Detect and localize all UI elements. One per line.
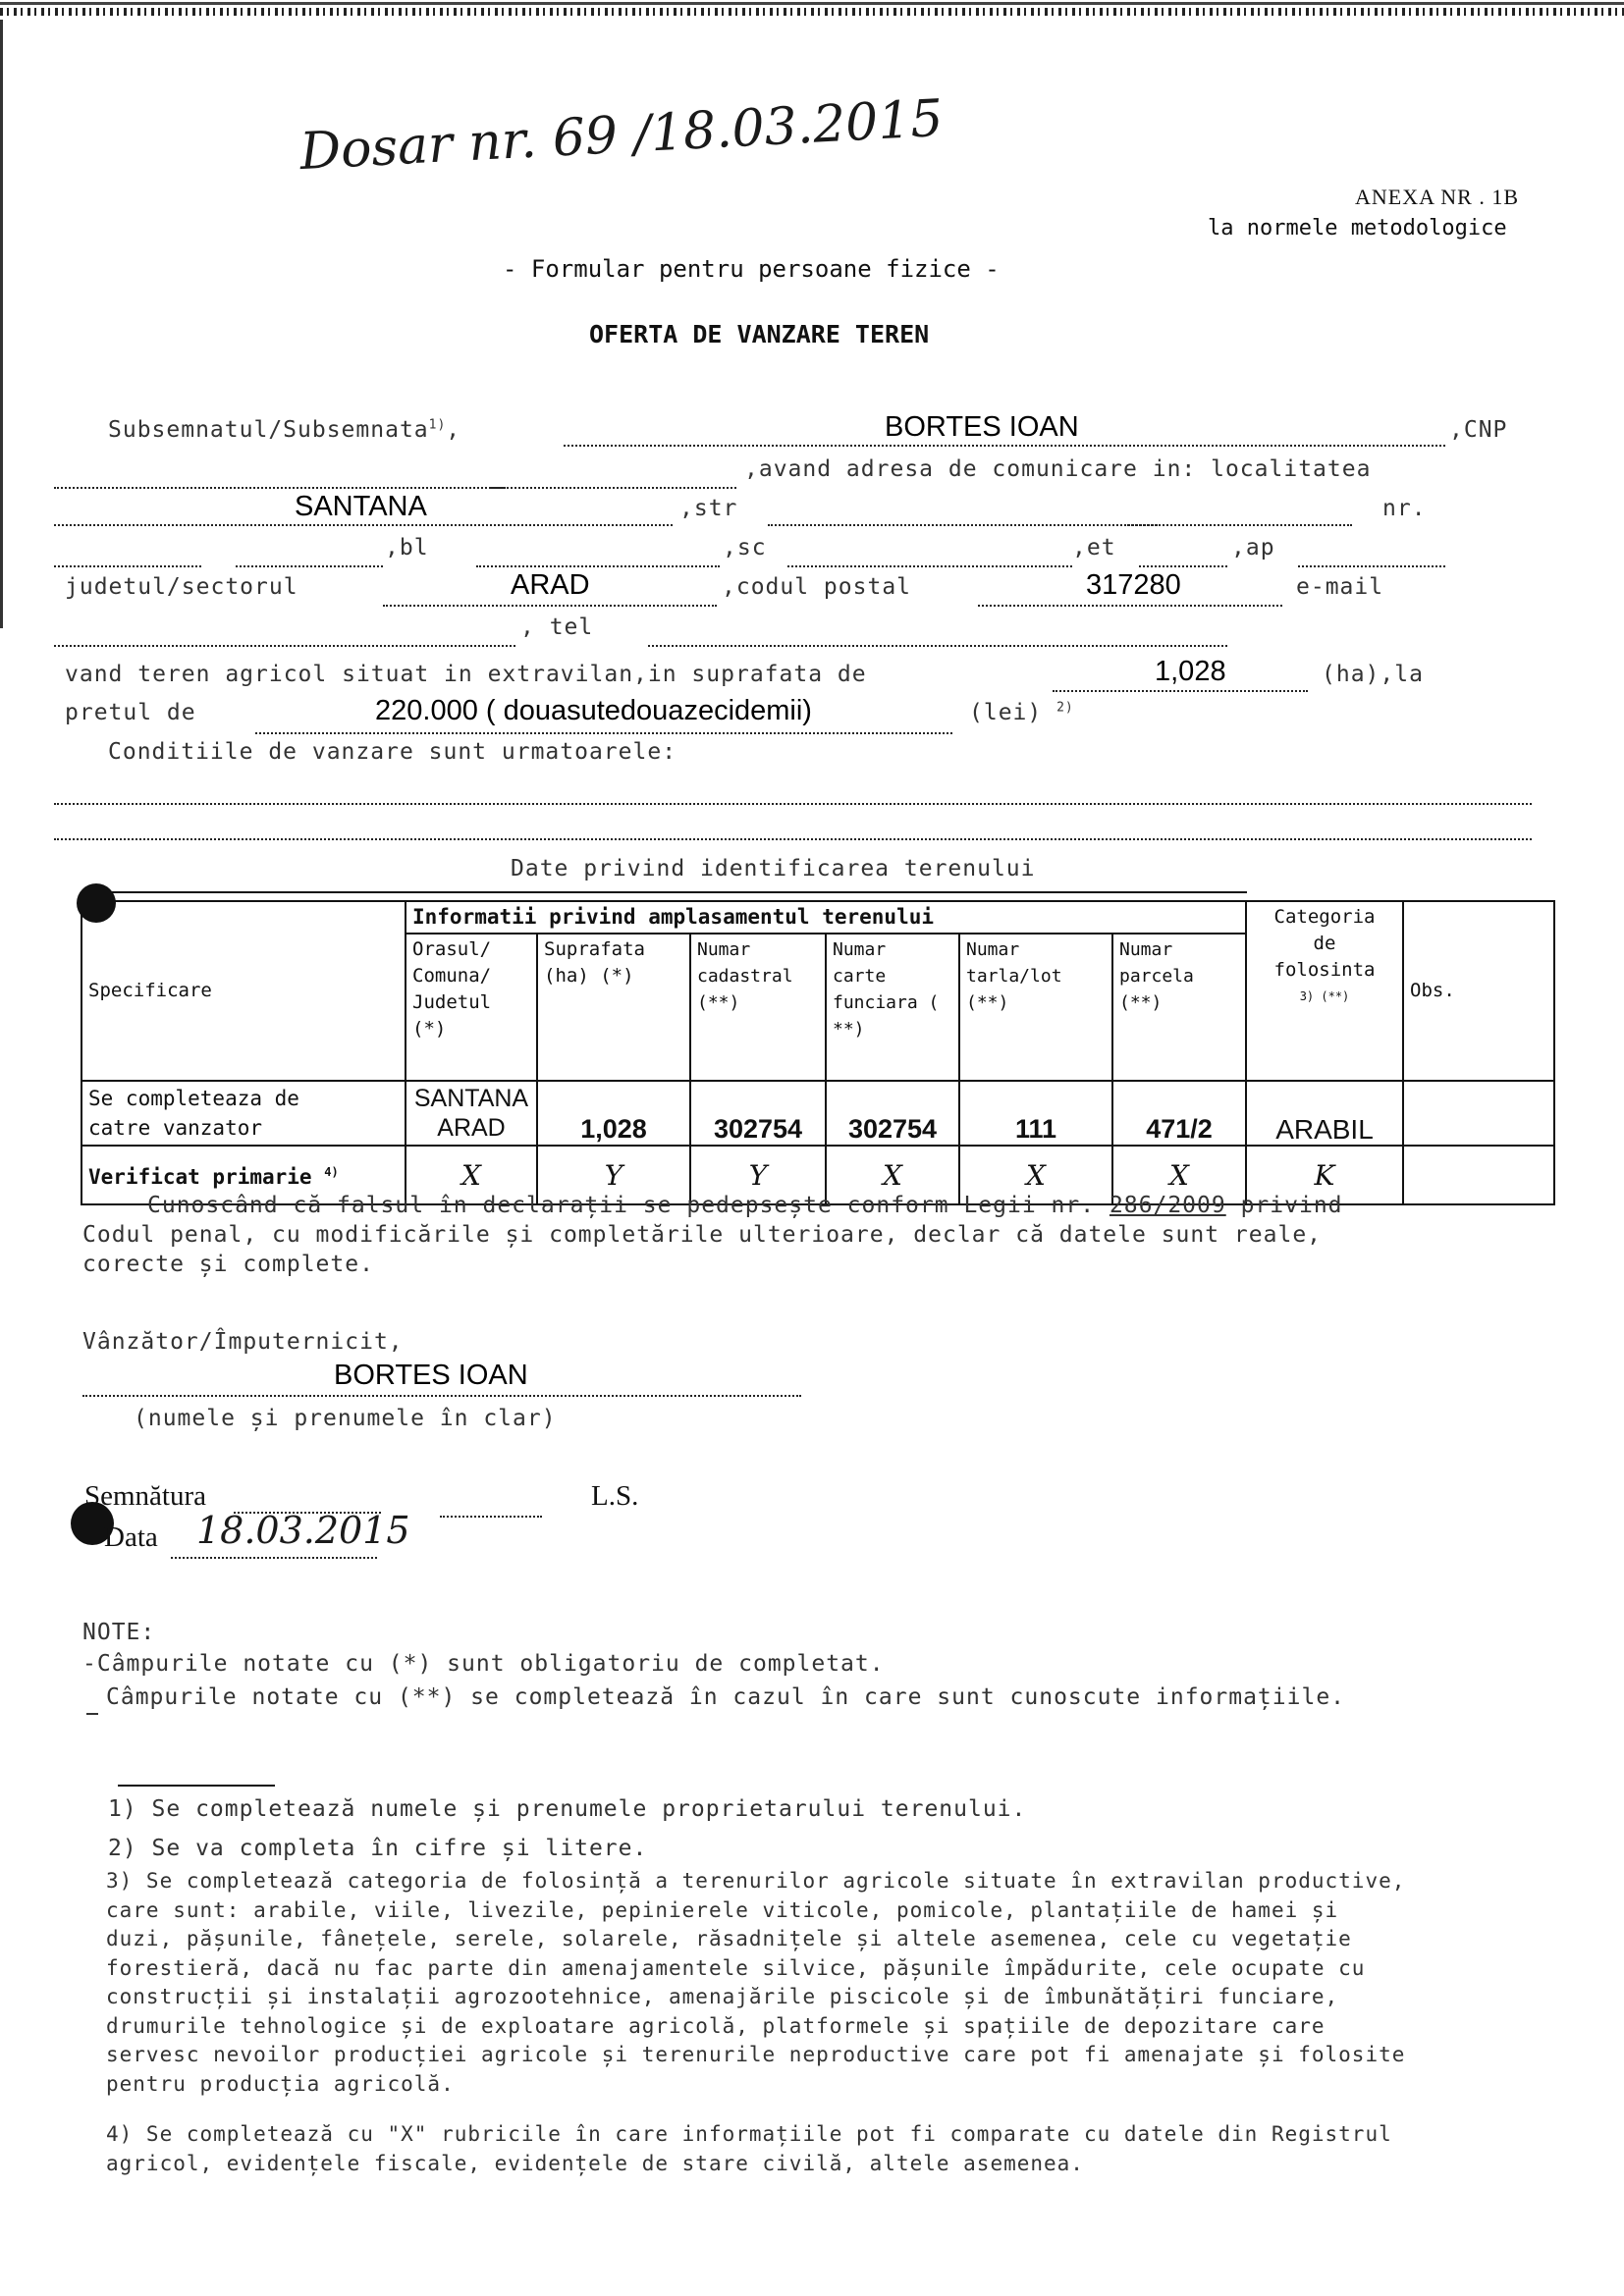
- label-cnp: ,CNP: [1449, 417, 1508, 443]
- cell-categoria: ARABIL: [1246, 1081, 1403, 1146]
- row-vanzator-label-l2: catre vanzator: [88, 1116, 263, 1140]
- anexa-subtitle: la normele metodologice: [1208, 216, 1507, 240]
- mark-tarla: X: [959, 1146, 1112, 1204]
- header-categoria-l1: Categoria: [1273, 906, 1376, 928]
- cell-judet-value: ARAD: [437, 1114, 506, 1142]
- cell-cadastral: 302754: [690, 1081, 826, 1146]
- header-parcela-l2: parcela: [1119, 966, 1194, 987]
- dots-nr: [54, 565, 201, 567]
- mark-cadastral: Y: [690, 1146, 826, 1204]
- header-carte-l1: Numar: [833, 939, 887, 960]
- header-carte-l4: **): [833, 1019, 865, 1040]
- header-carte-l3: funciara (: [833, 992, 940, 1013]
- declaration-line-3: corecte și complete.: [82, 1252, 374, 1277]
- header-carte-l2: carte: [833, 966, 887, 987]
- notes-title: NOTE:: [82, 1620, 156, 1645]
- label-subsemnatul-text: Subsemnatul/Subsemnata: [108, 417, 429, 443]
- label-sc: ,sc: [723, 535, 767, 561]
- header-categoria: [1246, 901, 1403, 1081]
- dots-str-2: [1124, 524, 1352, 526]
- mark-categoria: K: [1246, 1146, 1403, 1204]
- form-type: - Formular pentru persoane fizice -: [503, 255, 1000, 283]
- header-oras-l1: Orasul/: [412, 938, 492, 960]
- scan-left-edge: [0, 20, 3, 628]
- footnote-3-l2: care sunt: arabile, viile, livezile, pepinierele viticole, pomicole, plantațiile de hamei și: [106, 1897, 1339, 1922]
- judet-field: ARAD: [511, 569, 590, 601]
- header-categoria-l2: de: [1313, 933, 1336, 954]
- header-specificare: Specificare: [81, 901, 406, 1081]
- footnote-2: 2) Se va completa în cifre și litere.: [108, 1836, 648, 1861]
- footnote-rule: [118, 1785, 275, 1787]
- footnote-3-l5: construcții și instalații agrozootehnice, amenajările piscicole și de îmbunătățiri funciare,: [106, 1985, 1339, 2008]
- header-amplasament: Informatii privind amplasamentul terenului: [406, 901, 1246, 934]
- data-handwritten: 18.03.2015: [196, 1509, 410, 1552]
- dots-cnp: [54, 487, 506, 489]
- dots-suprafata: [1053, 690, 1308, 692]
- label-email: e-mail: [1296, 574, 1384, 600]
- note-2: Câmpurile notate cu (**) se completează în cazul în care sunt cunoscute informațiile.: [106, 1684, 1346, 1710]
- mark-oras: X: [406, 1146, 537, 1204]
- footnote-3: [106, 1867, 1405, 2099]
- page-title: OFERTA DE VANZARE TEREN: [589, 320, 930, 348]
- scan-top-strip: [0, 8, 1624, 16]
- suprafata-field: 1,028: [1155, 656, 1226, 687]
- header-categoria-note: 3) (**): [1299, 989, 1350, 1003]
- dots-tel: [648, 645, 1227, 647]
- header-categoria-l3: folosinta: [1273, 959, 1376, 981]
- cod-postal-field: 317280: [1086, 569, 1181, 601]
- label-bl: ,bl: [385, 535, 429, 561]
- header-oras-l2: Comuna/: [412, 965, 492, 987]
- header-cadastral-l1: Numar: [697, 939, 751, 960]
- label-semnatura: Semnătura: [84, 1480, 207, 1512]
- header-tarla-l1: Numar: [966, 939, 1020, 960]
- dots-conditii-1: [54, 803, 1532, 805]
- label-lei: [969, 700, 1074, 725]
- handwritten-dosar: Dosar nr. 69 /18.03.2015: [298, 88, 945, 183]
- label-data: Data: [104, 1522, 158, 1553]
- label-judet: judetul/sectorul: [65, 574, 298, 600]
- header-suprafata-l1: Suprafata: [544, 938, 645, 960]
- table-top-rule: [81, 891, 1247, 893]
- cell-obs: [1403, 1081, 1554, 1146]
- land-identification-table: [81, 900, 1555, 1205]
- dots-sc: [787, 565, 1072, 567]
- footnote-1: 1) Se completează numele și prenumele proprietarului terenului.: [108, 1796, 1027, 1822]
- footnote-4-l1: 4) Se completează cu "X" rubricile în care informațiile pot fi comparate cu datele din Registrul: [106, 2122, 1392, 2146]
- table-section-title: Date privind identificarea terenului: [511, 856, 1036, 881]
- footnote-3-l4: forestieră, dacă nu fac parte din amenajamentele silvice, pășunile împădurite, cele ocupate cu: [106, 1955, 1366, 1980]
- localitate-field: SANTANA: [295, 491, 427, 522]
- dots-et: [1139, 565, 1227, 567]
- header-suprafata: [537, 934, 690, 1081]
- label-str: ,str: [679, 496, 738, 521]
- dots-judet: [383, 605, 717, 607]
- label-cod-postal: ,codul postal: [722, 574, 912, 600]
- row-vanzator-label-l1: Se completeaza de: [88, 1087, 299, 1110]
- header-suprafata-l2: (ha) (*): [544, 965, 634, 987]
- dots-cod: [978, 605, 1282, 607]
- header-cadastral: [690, 934, 826, 1081]
- declaration-line-1: [147, 1193, 1343, 1218]
- footnote-4: [106, 2120, 1392, 2178]
- label-lei-text: (lei): [969, 700, 1043, 725]
- label-conditii: Conditiile de vanzare sunt urmatoarele:: [108, 739, 677, 765]
- footnote-3-l1: 3) Se completează categoria de folosință a terenurilor agricole situate în extravilan productive,: [106, 1869, 1406, 1893]
- label-vand: vand teren agricol situat in extravilan,in suprafata de: [65, 662, 867, 687]
- cell-parcela: 471/2: [1112, 1081, 1246, 1146]
- mark-carte: X: [826, 1146, 959, 1204]
- dots-semnatura-2: [440, 1516, 542, 1518]
- dots-email: [54, 645, 515, 647]
- label-subsemnatul: [108, 417, 460, 443]
- label-ap: ,ap: [1231, 535, 1275, 561]
- footnote-4-l2: agricol, evidențele fiscale, evidențele de stare civilă, altele asemenea.: [106, 2151, 1084, 2175]
- scan-top-border: [0, 2, 1624, 5]
- header-tarla-l2: tarla/lot: [966, 966, 1062, 987]
- cell-oras: [406, 1081, 537, 1146]
- dots-bl: [476, 565, 720, 567]
- footnote-3-l6: drumurile tehnologice și de exploatare agricolă, platformele și spațiile de depozitare care: [106, 2013, 1326, 2038]
- dots-nr-2: [236, 565, 383, 567]
- dots-conditii-2: [54, 838, 1532, 840]
- footnote-ref-2: 2): [1056, 700, 1074, 716]
- dots-data: [171, 1557, 377, 1559]
- cell-tarla: 111: [959, 1081, 1112, 1146]
- anexa-number: ANEXA NR . 1B: [1355, 185, 1520, 209]
- row-primarie-label-text: Verificat primarie: [88, 1165, 312, 1189]
- law-number: 286/2009: [1109, 1193, 1226, 1218]
- header-cadastral-l2: cadastral: [697, 966, 793, 987]
- header-carte: [826, 934, 959, 1081]
- label-nume-clar: (numele și prenumele în clar): [134, 1406, 557, 1431]
- pret-field: 220.000 ( douasutedouazecidemii): [375, 695, 812, 726]
- footnote-ref-4: 4): [324, 1165, 339, 1179]
- header-oras-l4: (*): [412, 1018, 447, 1040]
- row-vanzator-label: [81, 1081, 406, 1146]
- header-parcela: [1112, 934, 1246, 1081]
- label-tel: , tel: [520, 614, 594, 640]
- dots-str: [768, 524, 1161, 526]
- dots-vanzator: [82, 1395, 801, 1397]
- header-parcela-l1: Numar: [1119, 939, 1173, 960]
- dots-cnp-2: [491, 487, 736, 489]
- footnote-ref-1: 1): [428, 417, 447, 433]
- mark-suprafata: Y: [537, 1146, 690, 1204]
- mark-obs: [1403, 1146, 1554, 1204]
- dots-pret: [255, 732, 952, 734]
- mark-parcela: X: [1112, 1146, 1246, 1204]
- declaration-suffix: privind: [1240, 1193, 1343, 1218]
- header-parcela-l3: (**): [1119, 992, 1163, 1013]
- label-nr: nr.: [1382, 496, 1427, 521]
- vanzator-name: BORTES IOAN: [334, 1360, 528, 1391]
- label-et: ,et: [1072, 535, 1116, 561]
- header-cadastral-l3: (**): [697, 992, 740, 1013]
- dots-localitate: [54, 524, 673, 526]
- note-2-dash: [86, 1713, 98, 1715]
- footnote-3-l7: servesc nevoilor producției agricole și terenurile neproductive care pot fi amenajate și folosite: [106, 2043, 1406, 2066]
- declaration-prefix: Cunoscând că falsul în declarații se pedepsește conform Legii nr.: [147, 1193, 1096, 1218]
- cell-oras-value: SANTANA: [413, 1085, 529, 1112]
- header-obs: Obs.: [1403, 901, 1554, 1081]
- declaration-line-2: Codul penal, cu modificările și completările ulterioare, declar că datele sunt reale,: [82, 1222, 1323, 1248]
- header-tarla: [959, 934, 1112, 1081]
- label-adresa: ,avand adresa de comunicare in: localitatea: [744, 456, 1372, 482]
- header-oras-l3: Judetul: [412, 991, 492, 1013]
- label-comma: ,: [446, 417, 461, 443]
- label-pret: pretul de: [65, 700, 196, 725]
- label-ls: L.S.: [591, 1480, 639, 1512]
- note-1: -Câmpurile notate cu (*) sunt obligatoriu de completat.: [82, 1651, 885, 1677]
- header-oras: [406, 934, 537, 1081]
- dots-ap: [1298, 565, 1445, 567]
- footnote-3-l8: pentru producția agricolă.: [106, 2071, 455, 2096]
- seller-name-field: BORTES IOAN: [885, 411, 1079, 443]
- footnote-3-l3: duzi, pășunile, fânețele, serele, solarele, răsadnițele și altele asemenea, cele cu vegetație: [106, 1927, 1352, 1950]
- cell-carte: 302754: [826, 1081, 959, 1146]
- header-tarla-l3: (**): [966, 992, 1009, 1013]
- dots-name: [564, 445, 1445, 447]
- label-vanzator: Vânzător/Împuternicit,: [82, 1329, 404, 1355]
- cell-suprafata: 1,028: [537, 1081, 690, 1146]
- label-ha: (ha),la: [1322, 662, 1424, 687]
